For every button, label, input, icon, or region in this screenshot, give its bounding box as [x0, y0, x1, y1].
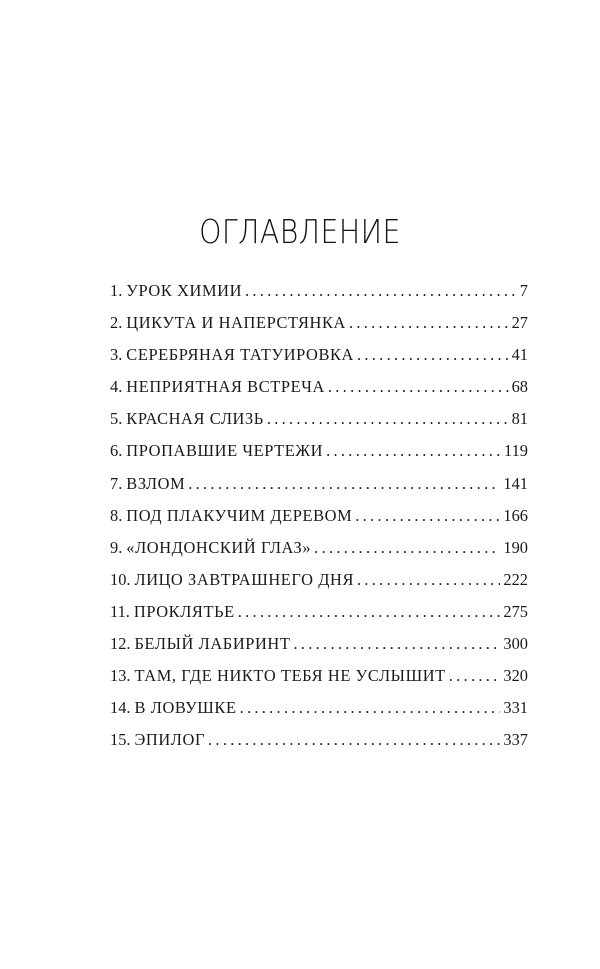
- chapter-page: 275: [503, 601, 528, 621]
- toc-entry: [110, 666, 528, 698]
- chapter-number: 7.: [110, 473, 123, 493]
- chapter-title: УРОК ХИМИИ: [126, 281, 243, 300]
- dot-leader: [293, 634, 500, 654]
- chapter-title: ЛИЦО ЗАВТРАШНЕГО ДНЯ: [134, 569, 354, 589]
- chapter-number: 3.: [110, 345, 123, 365]
- chapter-title: ТАМ, ГДЕ НИКТО ТЕБЯ НЕ УСЛЫШИТ: [134, 666, 446, 686]
- chapter-number: 14.: [110, 698, 131, 718]
- dot-leader: [208, 730, 500, 750]
- toc-entry: [110, 538, 528, 570]
- dot-leader: [449, 666, 501, 686]
- toc-entry: [110, 602, 528, 634]
- dot-leader: [188, 474, 500, 494]
- dot-leader: [238, 602, 501, 622]
- dot-leader: [240, 698, 501, 718]
- chapter-page: 300: [503, 634, 528, 654]
- chapter-title: ПРОКЛЯТЬЕ: [133, 601, 235, 621]
- toc-entry: [110, 281, 528, 313]
- chapter-number: 1.: [110, 281, 123, 300]
- chapter-title: НЕПРИЯТНАЯ ВСТРЕЧА: [126, 377, 325, 397]
- chapter-number: 10.: [110, 569, 131, 589]
- chapter-title: В ЛОВУШКЕ: [134, 698, 237, 718]
- chapter-number: 6.: [110, 441, 123, 461]
- chapter-number: 15.: [110, 730, 131, 750]
- chapter-page: 81: [511, 409, 528, 429]
- chapter-page: 119: [504, 441, 528, 461]
- chapter-number: 5.: [110, 409, 123, 429]
- chapter-page: 7: [519, 281, 528, 300]
- chapter-page: 320: [503, 666, 528, 686]
- chapter-title: СЕРЕБРЯНАЯ ТАТУИРОВКА: [126, 345, 354, 365]
- toc-entry: [110, 377, 528, 409]
- table-of-contents: [110, 281, 528, 762]
- dot-leader: [314, 538, 500, 558]
- dot-leader: [349, 313, 509, 333]
- chapter-number: 11.: [110, 601, 130, 621]
- chapter-number: 2.: [110, 313, 123, 333]
- dot-leader: [267, 409, 509, 429]
- dot-leader: [328, 377, 509, 397]
- toc-entry: [110, 313, 528, 345]
- toc-entry: [110, 634, 528, 666]
- chapter-title: ВЗЛОМ: [126, 473, 186, 493]
- toc-entry: [110, 570, 528, 602]
- chapter-title: БЕЛЫЙ ЛАБИРИНТ: [134, 634, 291, 654]
- dot-leader: [357, 570, 500, 590]
- chapter-page: 337: [503, 730, 528, 750]
- chapter-number: 4.: [110, 377, 123, 397]
- dot-leader: [326, 441, 501, 461]
- chapter-page: 222: [503, 569, 528, 589]
- chapter-title: КРАСНАЯ СЛИЗЬ: [126, 409, 264, 429]
- chapter-page: 141: [503, 473, 528, 493]
- toc-entry: [110, 506, 528, 538]
- toc-entry: [110, 441, 528, 473]
- toc-entry: [110, 345, 528, 377]
- toc-entry: [110, 698, 528, 730]
- chapter-page: 68: [511, 377, 528, 397]
- chapter-title: ПРОПАВШИЕ ЧЕРТЕЖИ: [126, 441, 324, 461]
- chapter-title: ЦИКУТА И НАПЕРСТЯНКА: [126, 313, 346, 333]
- chapter-page: 166: [503, 505, 528, 525]
- toc-entry: [110, 474, 528, 506]
- chapter-number: 9.: [110, 537, 123, 557]
- chapter-number: 13.: [110, 666, 131, 686]
- chapter-number: 8.: [110, 505, 123, 525]
- dot-leader: [357, 345, 509, 365]
- toc-entry: [110, 730, 528, 762]
- chapter-title: «ЛОНДОНСКИЙ ГЛАЗ»: [126, 537, 312, 557]
- chapter-page: 27: [511, 313, 528, 333]
- chapter-page: 331: [503, 698, 528, 718]
- page-title: ОГЛАВЛЕНИЕ: [199, 212, 401, 251]
- chapter-page: 41: [511, 345, 528, 365]
- dot-leader: [355, 506, 500, 526]
- toc-entry: [110, 409, 528, 441]
- dot-leader: [245, 281, 517, 301]
- chapter-page: 190: [503, 537, 528, 557]
- chapter-number: 12.: [110, 634, 131, 654]
- chapter-title: ЭПИЛОГ: [134, 730, 206, 750]
- chapter-title: ПОД ПЛАКУЧИМ ДЕРЕВОМ: [126, 505, 353, 525]
